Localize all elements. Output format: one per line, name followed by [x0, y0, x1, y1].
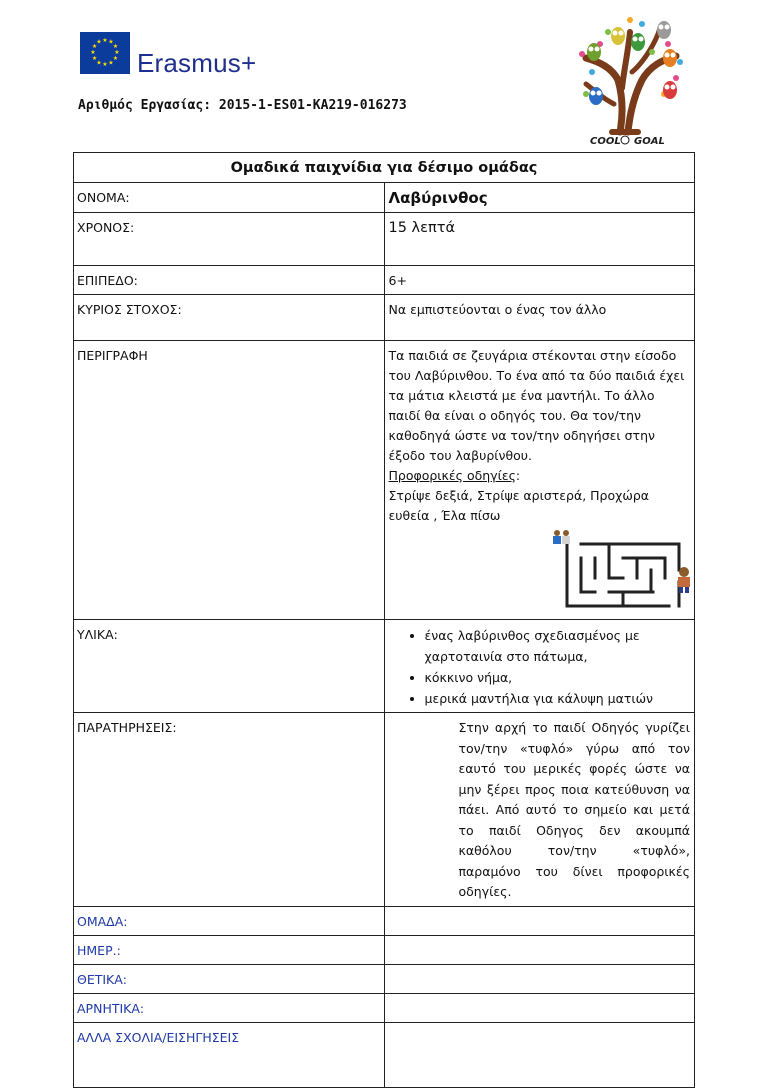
svg-text:★: ★ [112, 55, 119, 62]
blindfolded-child-icon [678, 567, 690, 593]
negative-label: ΑΡΝΗΤΙΚΑ: [74, 993, 385, 1022]
materials-label: ΥΛΙΚΑ: [74, 620, 385, 713]
goal-value: Να εμπιστεύονται ο ένας τον άλλο [384, 295, 695, 341]
notes-text: Στην αρχή το παιδί Οδηγός γυρίζει τον/την «τυφλό» γύρω από τον εαυτό του μερικές φορές ώστε να μην ξέρει προς ποια κατεύθυνση να πάει. Από αυτό το σημείο και μετά το παιδί Οδηγος δεν ακουμπά καθόλου τον/την «τυφλό», παραμόνο του δίνει προφορικές οδηγίες. [458, 720, 690, 899]
level-value: 6+ [384, 266, 695, 295]
team-label: ΟΜΑΔΑ: [74, 906, 385, 935]
description-text: Τα παιδιά σε ζευγάρια στέκονται στην είσοδο του Λαβύρινθου. Το ένα από τα δύο παιδιά έχει τα μάτια κλειστά με ένα μαντήλι. Το άλλο παιδί θα είναι ο οδηγός του. Θα τον/την καθοδηγά ώστε να τον/την οδηγήσει στην έξοδο του λαβυρίνθου. [388, 348, 685, 463]
svg-text:★: ★ [108, 59, 114, 67]
date-label: ΗΜΕΡ.: [74, 935, 385, 964]
list-item: • κόκκινο νήμα, [425, 667, 691, 688]
svg-text:GOAL: GOAL [634, 136, 665, 147]
child-figure-icon [553, 530, 570, 544]
oral-heading: Προφορικές οδηγίες [388, 468, 516, 483]
svg-text:★: ★ [108, 38, 114, 46]
erasmus-wordmark: Erasmus+ [137, 48, 257, 78]
cool-goal-tree-logo [572, 14, 688, 154]
svg-text:★: ★ [114, 49, 120, 56]
notes-label: ΠΑΡΑΤΗΡΗΣΕΙΣ: [74, 713, 385, 907]
svg-text:★: ★ [91, 43, 98, 50]
oral-instructions-heading [389, 466, 691, 486]
oral-instructions-list: Στρίψε δεξιά, Στρίψε αριστερά, Προχώρα ευθεία , Έλα πίσω [388, 488, 649, 523]
svg-text:★: ★ [90, 49, 96, 56]
svg-text:★: ★ [102, 61, 108, 68]
positive-label: ΘΕΤΙΚΑ: [74, 964, 385, 993]
other-comments-label: ΑΛΛΑ ΣΧΟΛΙΑ/ΕΙΣΗΓΗΣΕΙΣ [74, 1022, 385, 1087]
name-label: ΟΝΟΜΑ: [74, 183, 385, 213]
sheet-title: Ομαδικά παιχνίδια για δέσιμο ομάδας [74, 153, 695, 183]
project-number: Αριθμός Εργασίας: 2015-1-ES01-KA219-016273 [78, 98, 407, 113]
time-value: 15 λεπτά [384, 213, 695, 266]
name-value: Λαβύρινθος [384, 183, 695, 213]
svg-text:★: ★ [112, 43, 119, 50]
date-field [384, 935, 695, 964]
activity-sheet [73, 152, 695, 1088]
eu-flag-icon [80, 32, 130, 74]
materials-list [389, 625, 691, 709]
time-label: ΧΡΟΝΟΣ: [74, 213, 385, 266]
list-item: • μερικά μαντήλια για κάλυψη ματιών [425, 688, 691, 709]
notes-cell [384, 713, 695, 907]
svg-text:★: ★ [102, 37, 108, 44]
svg-text:COOL: COOL [590, 136, 621, 147]
list-item: • ένας λαβύρινθος σχεδιασμένος με χαρτοταινία στο πάτωμα, [425, 625, 691, 667]
svg-text:★: ★ [91, 55, 98, 62]
goal-label: ΚΥΡΙΟΣ ΣΤΟΧΟΣ: [74, 295, 385, 341]
svg-text:★: ★ [96, 38, 102, 46]
materials-cell [384, 620, 695, 713]
oral-heading-colon: : [515, 468, 521, 483]
maze-illustration [389, 526, 691, 616]
description-label: ΠΕΡΙΓΡΑΦΗ [74, 341, 385, 620]
erasmus-plus-logo [80, 32, 260, 80]
team-field [384, 906, 695, 935]
positive-field [384, 964, 695, 993]
other-comments-field [384, 1022, 695, 1087]
negative-field [384, 993, 695, 1022]
level-label: ΕΠΙΠΕΔΟ: [74, 266, 385, 295]
description-cell [384, 341, 695, 620]
svg-text:★: ★ [96, 59, 102, 67]
